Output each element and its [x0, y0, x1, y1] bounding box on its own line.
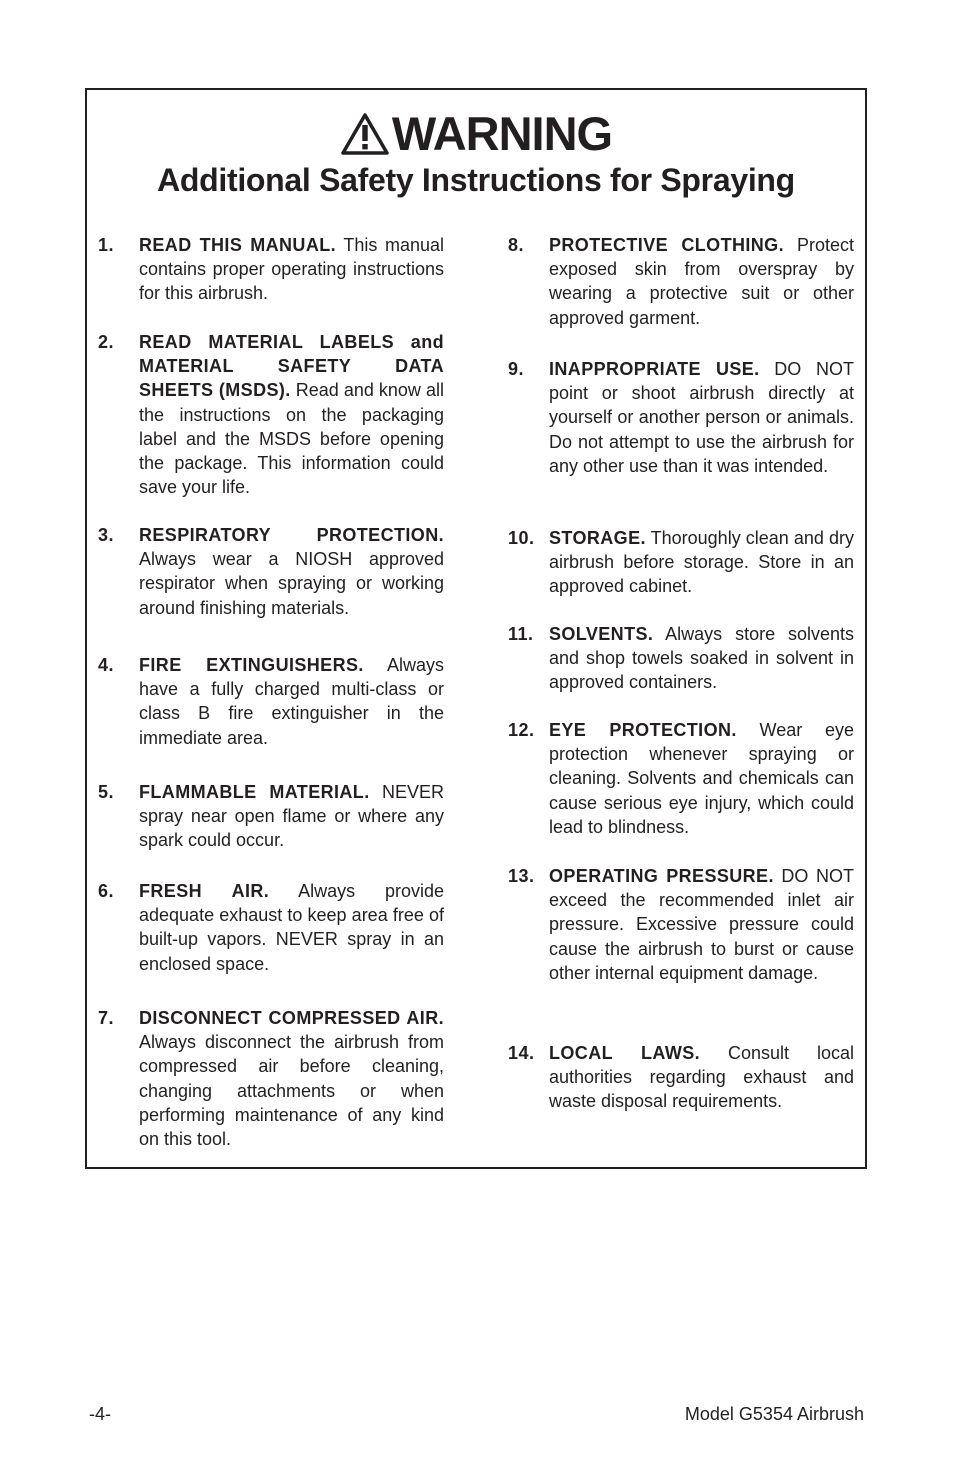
item-number: 7.	[98, 1008, 115, 1028]
warning-title: WARNING	[391, 107, 613, 160]
item-body: Read and know all the instructions on the packaging label and the MSDS before opening the package. This information could save your life.	[139, 380, 444, 498]
item-heading: STORAGE.	[549, 528, 646, 548]
item-heading: OPERATING PRESSURE.	[549, 866, 774, 886]
item-number: 8.	[508, 235, 525, 255]
item-number: 9.	[508, 359, 525, 379]
warning-triangle-icon	[340, 112, 390, 156]
item-number: 13.	[508, 866, 535, 886]
list-item	[98, 523, 444, 620]
list-item	[98, 330, 444, 499]
item-heading: READ THIS MANUAL.	[139, 235, 337, 255]
item-body: Always provide adequate exhaust to keep area free of built-up vapors. NEVER spray in an enclosed space.	[139, 881, 444, 974]
item-number: 14.	[508, 1043, 535, 1063]
item-number: 11.	[508, 624, 534, 644]
item-body: NEVER spray near open flame or where any spark could occur.	[139, 782, 444, 851]
list-item	[98, 233, 444, 306]
item-heading: RESPIRATORY PROTECTION.	[139, 525, 444, 545]
item-body: Always have a fully charged multi-class or class B fire extinguisher in the immediate area.	[139, 655, 444, 748]
item-body: Consult local authorities regarding exhaust and waste disposal requirements.	[549, 1043, 854, 1112]
warning-heading	[87, 108, 865, 160]
item-body: Always wear a NIOSH approved respirator when spraying or working around finishing materials.	[139, 549, 444, 618]
item-number: 2.	[98, 332, 115, 352]
item-number: 4.	[98, 655, 115, 675]
item-body: DO NOT point or shoot airbrush directly at yourself or another person or animals. Do not attempt to use the airbrush for any other use than it was intended.	[549, 359, 854, 476]
list-item	[508, 1041, 854, 1114]
model-name: Model G5354 Airbrush	[684, 1404, 864, 1424]
item-body: Always store solvents and shop towels soaked in solvent in approved containers.	[549, 624, 854, 693]
item-number: 3.	[98, 525, 115, 545]
item-number: 10.	[508, 528, 535, 548]
warning-box	[85, 88, 867, 1169]
list-item	[508, 526, 854, 599]
list-item	[98, 1006, 444, 1151]
list-item	[98, 653, 444, 750]
item-number: 12.	[508, 720, 535, 740]
item-heading: PROTECTIVE CLOTHING.	[549, 235, 784, 255]
item-number: 6.	[98, 881, 115, 901]
list-item	[98, 879, 444, 976]
item-body: This manual contains proper operating instructions for this airbrush.	[139, 235, 444, 304]
item-heading: FIRE EXTINGUISHERS.	[139, 655, 364, 675]
item-heading: FRESH AIR.	[139, 881, 270, 901]
list-item	[508, 622, 854, 695]
item-heading: SOLVENTS.	[549, 624, 654, 644]
item-heading: DISCONNECT COMPRESSED AIR.	[139, 1008, 444, 1028]
item-body: DO NOT exceed the recommended inlet air pressure. Excessive pressure could cause the airbrush to burst or cause other internal equipment damage.	[549, 866, 854, 983]
item-heading: READ MATERIAL LABELS and MATERIAL SAFETY DATA SHEETS (MSDS).	[139, 332, 444, 401]
item-body: Protect exposed skin from overspray by wearing a protective suit or other approved garment.	[549, 235, 854, 328]
item-body: Wear eye protection whenever spraying or cleaning. Solvents and chemicals can cause serious eye injury, which could lead to blindness.	[549, 720, 854, 837]
list-item	[508, 718, 854, 839]
item-heading: EYE PROTECTION.	[549, 720, 737, 740]
list-item	[508, 357, 854, 478]
item-heading: FLAMMABLE MATERIAL.	[139, 782, 370, 802]
list-item	[508, 864, 854, 985]
page-number: -4-	[89, 1404, 111, 1424]
item-heading: INAPPROPRIATE USE.	[549, 359, 760, 379]
section-subtitle: Additional Safety Instructions for Spraying	[157, 162, 795, 198]
list-item	[508, 233, 854, 330]
item-number: 1.	[98, 235, 115, 255]
list-item	[98, 780, 444, 853]
item-heading: LOCAL LAWS.	[549, 1043, 701, 1063]
item-body: Thoroughly clean and dry airbrush before storage. Store in an approved cabinet.	[549, 528, 854, 597]
item-body: Always disconnect the airbrush from compressed air before cleaning, changing attachments or when performing maintenance of any kind on this tool.	[139, 1032, 444, 1150]
item-number: 5.	[98, 782, 115, 802]
